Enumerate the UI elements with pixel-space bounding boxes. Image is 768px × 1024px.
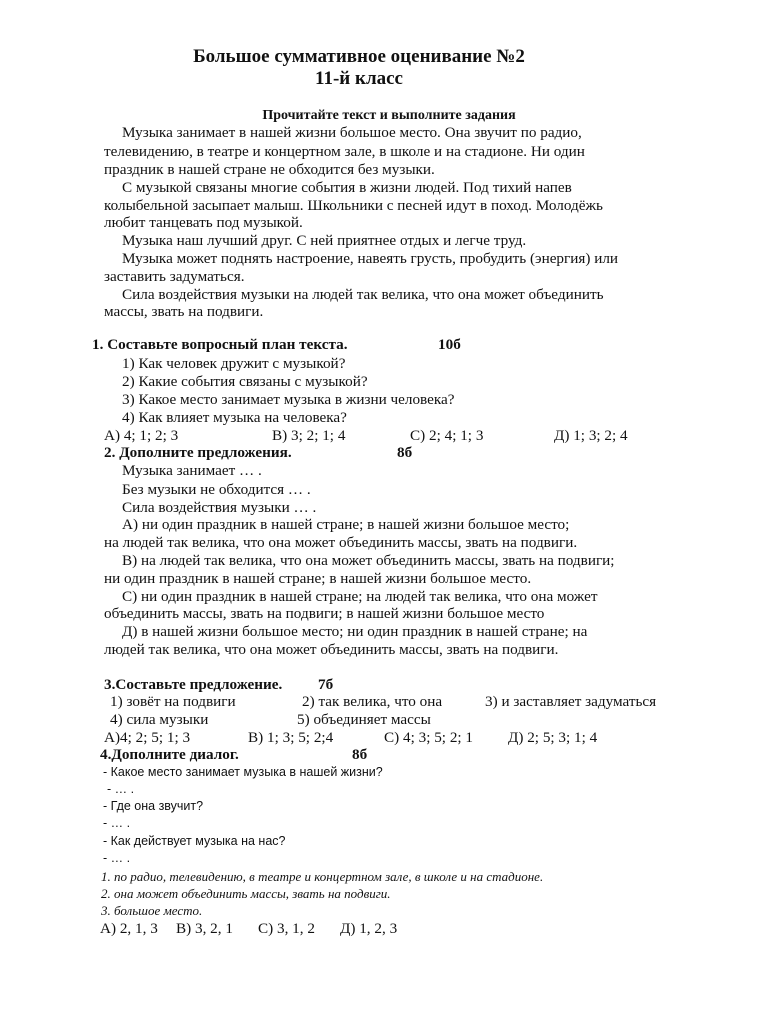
task1-option-a[interactable]: А) 4; 1; 2; 3 [104,427,179,444]
task3-score: 7б [318,676,334,693]
task4-answer: 3. большое место. [101,903,203,918]
task1-option-b[interactable]: В) 3; 2; 1; 4 [272,427,346,444]
task1-score: 10б [438,336,461,353]
task4-heading: 4.Дополните диалог. [100,746,239,763]
dialog-line: - Как действует музыка на нас? [103,834,286,848]
task3-option-b[interactable]: В) 1; 3; 5; 2;4 [248,729,334,746]
task2-heading: 2. Дополните предложения. [104,444,292,461]
task2-option-a[interactable]: А) ни один праздник в нашей стране; в нашей жизни большое место; [122,516,570,533]
task1-heading: 1. Составьте вопросный план текста. [92,336,348,353]
task4-option-a[interactable]: А) 2, 1, 3 [100,920,158,937]
text-line: колыбельной засыпает малыш. Школьники с песней идут в поход. Молодёжь [104,197,603,214]
task2-option-d[interactable]: Д) в нашей жизни большое место; ни один праздник в нашей стране; на [122,623,588,640]
task4-option-d[interactable]: Д) 1, 2, 3 [340,920,398,937]
task3-option-c[interactable]: С) 4; 3; 5; 2; 1 [384,729,474,746]
task3-part: 1) зовёт на подвиги [110,693,236,710]
dialog-line: - … . [107,782,135,796]
dialog-line: - Где она звучит? [103,799,204,813]
dialog-line: - … . [103,816,131,830]
task1-question: 4) Как влияет музыка на человека? [122,409,347,426]
task4-option-b[interactable]: В) 3, 2, 1 [176,920,233,937]
task4-score: 8б [352,746,368,763]
text-line: Музыка занимает в нашей жизни большое место. Она звучит по радио, [122,124,582,141]
task2-option-b-cont: ни один праздник в нашей стране; в нашей жизни большое место. [104,570,532,587]
task2-option-a-cont: на людей так велика, что она может объединить массы, звать на подвиги. [104,534,578,551]
dialog-line: - Какое место занимает музыка в нашей жизни? [103,765,383,779]
text-line: праздник в нашей стране не обходится без музыки. [104,161,435,178]
task2-option-c-cont: объединить массы, звать на подвиги; в нашей жизни большое место [104,605,545,622]
text-line: С музыкой связаны многие события в жизни людей. Под тихий напев [122,179,572,196]
task4-option-c[interactable]: С) 3, 1, 2 [258,920,315,937]
task1-option-d[interactable]: Д) 1; 3; 2; 4 [554,427,628,444]
task3-part: 5) объединяет массы [297,711,431,728]
text-line: телевидению, в театре и концертном зале, в школе и на стадионе. Ни один [104,143,585,160]
task2-sentence: Без музыки не обходится … . [122,481,311,498]
task2-score: 8б [397,444,413,461]
task1-question: 2) Какие события связаны с музыкой? [122,373,368,390]
task3-option-d[interactable]: Д) 2; 5; 3; 1; 4 [508,729,598,746]
task2-option-c[interactable]: С) ни один праздник в нашей стране; на людей так велика, что она может [122,588,598,605]
task3-heading: 3.Составьте предложение. [104,676,283,693]
instruction-heading: Прочитайте текст и выполните задания [262,108,516,123]
task2-option-b[interactable]: В) на людей так велика, что она может объединить массы, звать на подвиги; [122,552,615,569]
task3-option-a[interactable]: А)4; 2; 5; 1; 3 [104,729,191,746]
task2-sentence: Музыка занимает … . [122,462,262,479]
grade-label: 11-й класс [315,68,403,89]
task3-part: 4) сила музыки [110,711,209,728]
text-line: Музыка может поднять настроение, навеять грусть, пробудить (энергия) или [122,250,619,267]
task2-sentence: Сила воздействия музыки … . [122,499,317,516]
task4-answer: 1. по радио, телевидению, в театре и концертном зале, в школе и на стадионе. [101,869,544,884]
task1-question: 3) Какое место занимает музыка в жизни человека? [122,391,455,408]
task4-answer: 2. она может объединить массы, звать на подвиги. [101,886,391,901]
task3-part: 3) и заставляет задуматься [485,693,657,710]
task3-part: 2) так велика, что она [302,693,443,710]
task2-option-d-cont: людей так велика, что она может объединить массы, звать на подвиги. [104,641,559,658]
dialog-line: - … . [103,851,131,865]
text-line: любит танцевать под музыкой. [104,214,303,231]
text-line: Музыка наш лучший друг. С ней приятнее отдых и легче труд. [122,232,527,249]
task1-question: 1) Как человек дружит с музыкой? [122,355,346,372]
text-line: массы, звать на подвиги. [104,303,264,320]
task1-option-c[interactable]: С) 2; 4; 1; 3 [410,427,484,444]
text-line: заставить задуматься. [104,268,245,285]
text-line: Сила воздействия музыки на людей так велика, что она может объединить [122,286,604,303]
page-title: Большое суммативное оценивание №2 [193,46,525,67]
